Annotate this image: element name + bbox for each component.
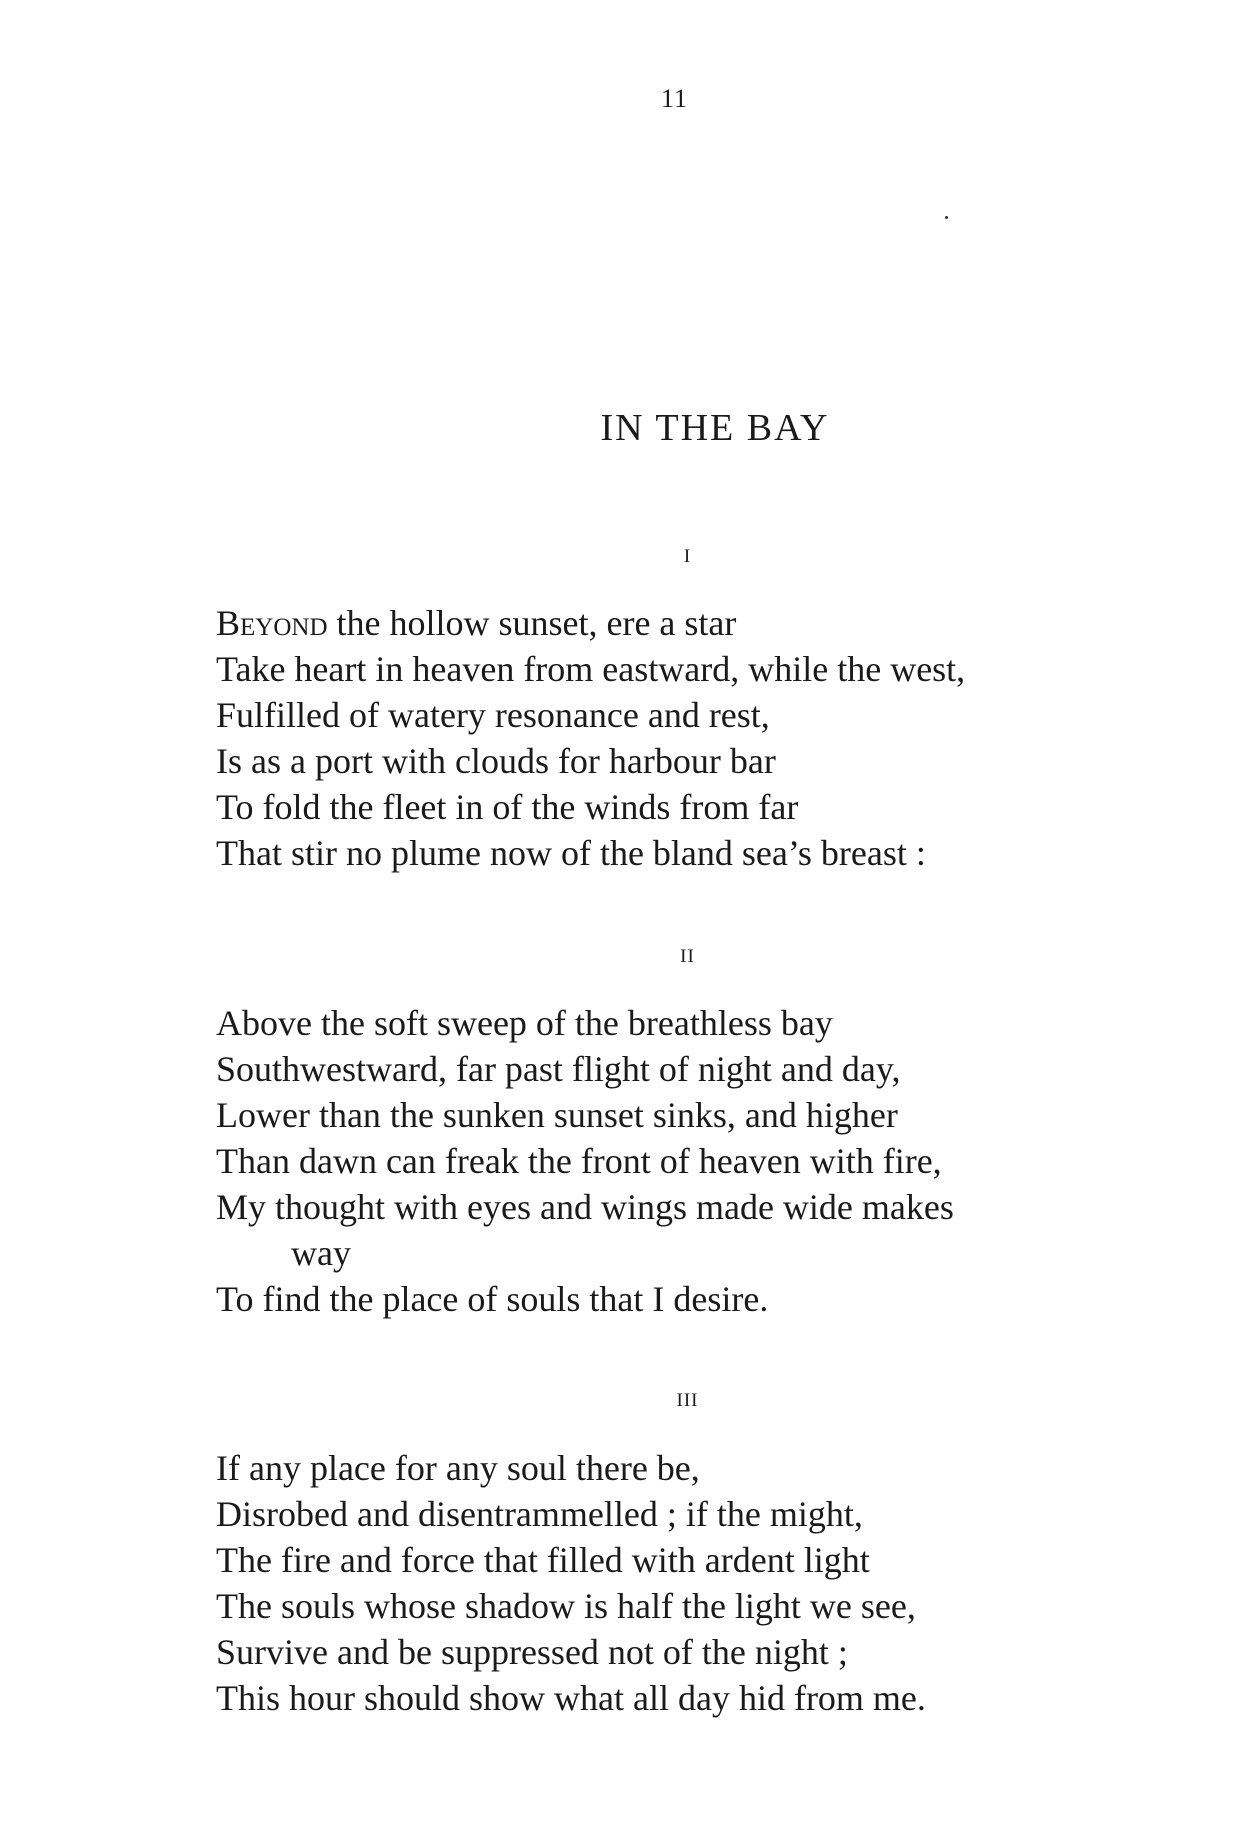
poem-line-continuation: way xyxy=(291,1233,351,1273)
page-number: 11 xyxy=(661,84,689,113)
poem-line: To fold the fleet in of the winds from far xyxy=(216,787,799,827)
poem-line: Than dawn can freak the front of heaven with fire, xyxy=(216,1141,942,1181)
poem-line: Lower than the sunken sunset sinks, and higher xyxy=(216,1095,898,1135)
poem-line: Above the soft sweep of the breathless bay xyxy=(216,1003,833,1043)
poem-line: Take heart in heaven from eastward, while the west, xyxy=(216,649,966,689)
poem-line: Survive and be suppressed not of the night ; xyxy=(216,1632,848,1672)
poem-line: If any place for any soul there be, xyxy=(216,1448,700,1488)
stanza-3 xyxy=(216,1445,1216,1721)
section-number-1: I xyxy=(683,546,692,567)
poem-title: IN THE BAY xyxy=(600,407,830,449)
poem-line: The fire and force that filled with ardent light xyxy=(216,1540,870,1580)
poem-line: This hour should show what all day hid from me. xyxy=(216,1678,926,1718)
stanza-2 xyxy=(216,1000,1216,1322)
lead-word: Beyond xyxy=(216,603,328,643)
stanza-1 xyxy=(216,600,1216,876)
poem-line: Disrobed and disentrammelled ; if the might, xyxy=(216,1494,863,1534)
poem-line: Fulfilled of watery resonance and rest, xyxy=(216,695,770,735)
section-number-3: III xyxy=(676,1390,699,1411)
poem-line: My thought with eyes and wings made wide makes xyxy=(216,1187,954,1227)
poem-line: That stir no plume now of the bland sea’s breast : xyxy=(216,833,926,873)
poem-line: To find the place of souls that I desire. xyxy=(216,1279,769,1319)
poem-line: Is as a port with clouds for harbour bar xyxy=(216,741,776,781)
poem-line xyxy=(216,600,1216,646)
first-line-text: the hollow sunset, ere a star xyxy=(327,603,737,643)
poem-line: The souls whose shadow is half the light we see, xyxy=(216,1586,916,1626)
ink-speck xyxy=(945,216,948,219)
section-number-2: II xyxy=(680,946,695,967)
poem-line: Southwestward, far past flight of night and day, xyxy=(216,1049,901,1089)
